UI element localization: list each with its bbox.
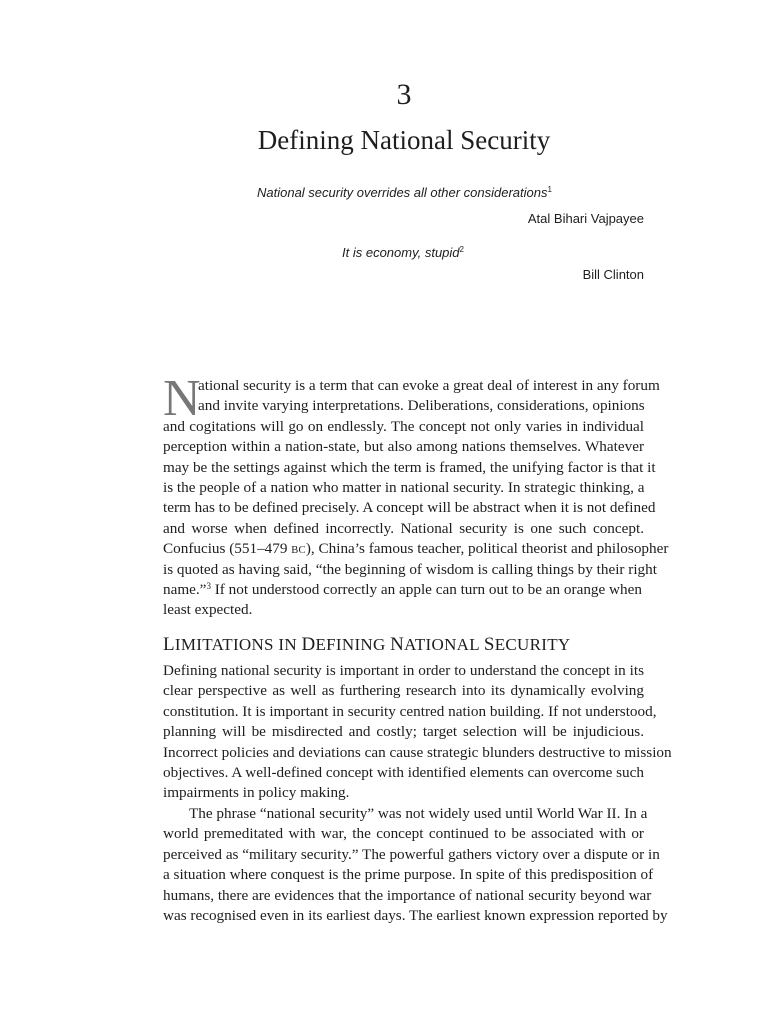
section-paragraph-1 xyxy=(163,661,672,804)
paragraph-line: Incorrect policies and deviations can cause strategic blunders destructive to mission xyxy=(163,743,672,761)
paragraph-line: and cogitations will go on endlessly. The concept not only varies in individual xyxy=(163,417,644,435)
paragraph-line: least expected. xyxy=(163,601,253,619)
paragraph-line: and invite varying interpretations. Deliberations, considerations, opinions xyxy=(198,397,645,415)
footnote-ref-1: 1 xyxy=(547,185,552,194)
paragraph-line: was recognised even in its earliest days. The earliest known expression reported by xyxy=(163,906,668,924)
section-heading: LIMITATIONS IN DEFINING NATIONAL SECURITY xyxy=(163,634,571,655)
paragraph-line: planning will be misdirected and costly; target selection will be injudicious. xyxy=(163,723,644,741)
paragraph-line: is quoted as having said, “the beginning of wisdom is calling things by their right xyxy=(163,560,657,578)
intro-paragraph xyxy=(163,370,669,621)
paragraph-line: Defining national security is important in order to understand the concept in its xyxy=(163,662,644,679)
paragraph-line: constitution. It is important in security centred nation building. If not understood, xyxy=(163,702,657,720)
section-paragraph-2 xyxy=(163,804,668,926)
drop-cap: N xyxy=(163,370,201,427)
epigraph-quote-2: It is economy, stupid$^2$ xyxy=(342,245,464,260)
chapter-number: 3 xyxy=(396,78,412,111)
paragraph-line: ational security is a term that can evoke a great deal of interest in any forum xyxy=(198,377,660,394)
epigraph-author-2: Bill Clinton xyxy=(582,267,644,282)
paragraph-line: name.”$^3$ If not understood correctly an apple can turn out to be an orange when xyxy=(163,580,642,598)
paragraph-line: perception within a nation-state, but also among nations themselves. Whatever xyxy=(163,438,644,456)
paragraph-line: impairments in policy making. xyxy=(163,784,350,802)
paragraph-line: is the people of a nation who matter in national security. In strategic thinking, a xyxy=(163,478,645,496)
era-abbreviation: BC xyxy=(291,545,306,557)
paragraph-line: The phrase “national security” was not widely used until World War II. In a xyxy=(189,805,648,822)
epigraph-quote-1: National security overrides all other considerations$^1$ xyxy=(257,185,552,200)
paragraph-line: may be the settings against which the term is framed, the unifying factor is that it xyxy=(163,458,656,476)
footnote-ref-3: 3 xyxy=(206,580,211,591)
epigraph-author-1: Atal Bihari Vajpayee xyxy=(527,211,644,226)
paragraph-line: humans, there are evidences that the importance of national security beyond war xyxy=(163,886,652,904)
paragraph-line: world premeditated with war, the concept continued to be associated with or xyxy=(163,825,644,843)
paragraph-line: clear perspective as well as furthering research into its dynamically evolving xyxy=(163,682,644,700)
paragraph-line: and worse when defined incorrectly. National security is one such concept. xyxy=(163,519,644,537)
paragraph-line: perceived as “military security.” The powerful gathers victory over a dispute or in xyxy=(163,845,660,863)
paragraph-line: Confucius (551–479 BC), China’s famous teacher, political theorist and philosopher xyxy=(163,540,669,558)
chapter-title: Defining National Security xyxy=(257,125,551,155)
paragraph-line: objectives. A well-defined concept with identified elements can overcome such xyxy=(163,763,644,781)
paragraph-line: term has to be defined precisely. A concept will be abstract when it is not defined xyxy=(163,499,656,517)
footnote-ref-2: 2 xyxy=(459,245,464,254)
paragraph-line: a situation where conquest is the prime purpose. In spite of this predisposition of xyxy=(163,866,654,884)
